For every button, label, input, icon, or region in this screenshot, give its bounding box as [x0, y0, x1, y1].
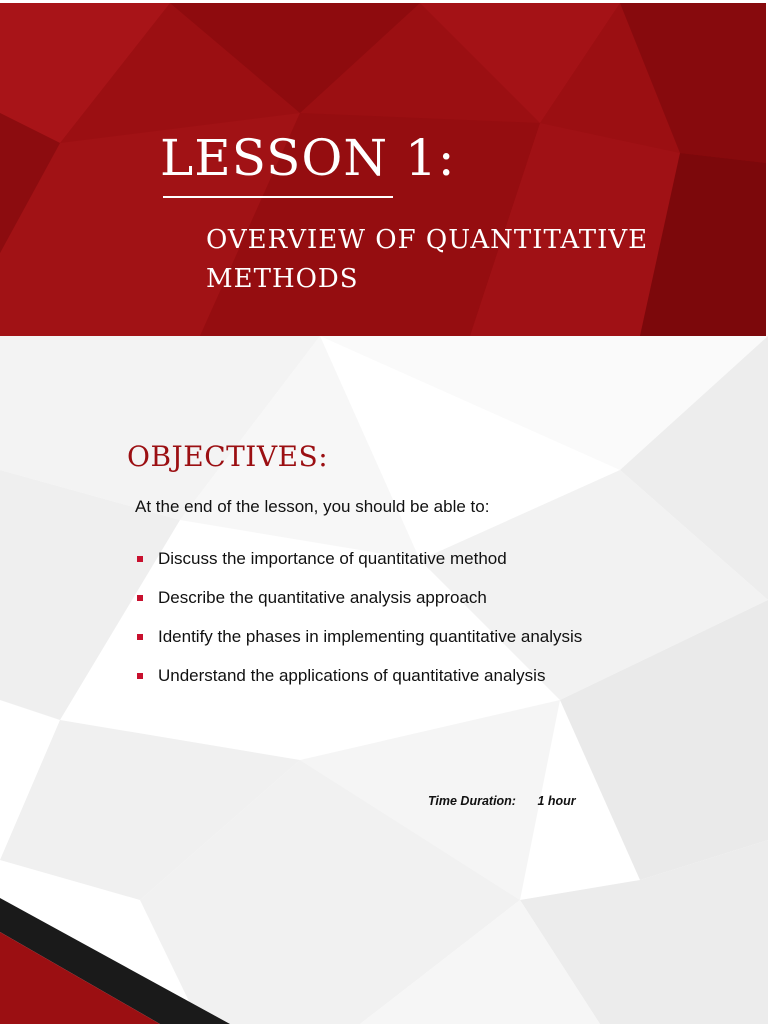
time-duration-value: 1 hour [537, 794, 576, 808]
objective-item [136, 588, 582, 627]
title-banner [0, 3, 766, 336]
objective-text: Identify the phases in implementing quantitative analysis [158, 627, 583, 646]
time-duration [428, 794, 576, 808]
objective-text: Understand the applications of quantitative analysis [158, 666, 546, 685]
objective-text: Discuss the importance of quantitative method [158, 549, 507, 568]
objective-item [136, 549, 582, 588]
objective-item [136, 666, 582, 705]
square-bullet-icon [137, 673, 143, 679]
lesson-subtitle: OVERVIEW OF QUANTITATIVE METHODS [206, 225, 649, 294]
lesson-title: LESSON 1: [160, 129, 456, 187]
square-bullet-icon [137, 595, 143, 601]
objectives-heading: OBJECTIVES: [127, 440, 329, 473]
square-bullet-icon [137, 556, 143, 562]
objective-text: Describe the quantitative analysis approach [158, 588, 487, 607]
objectives-list [136, 549, 582, 705]
square-bullet-icon [137, 634, 143, 640]
title-underline [163, 196, 393, 198]
corner-stripe-decoration [0, 870, 300, 1024]
objectives-intro: At the end of the lesson, you should be able to: [135, 497, 490, 516]
objective-item [136, 627, 582, 666]
time-duration-label: Time Duration: [428, 794, 516, 808]
